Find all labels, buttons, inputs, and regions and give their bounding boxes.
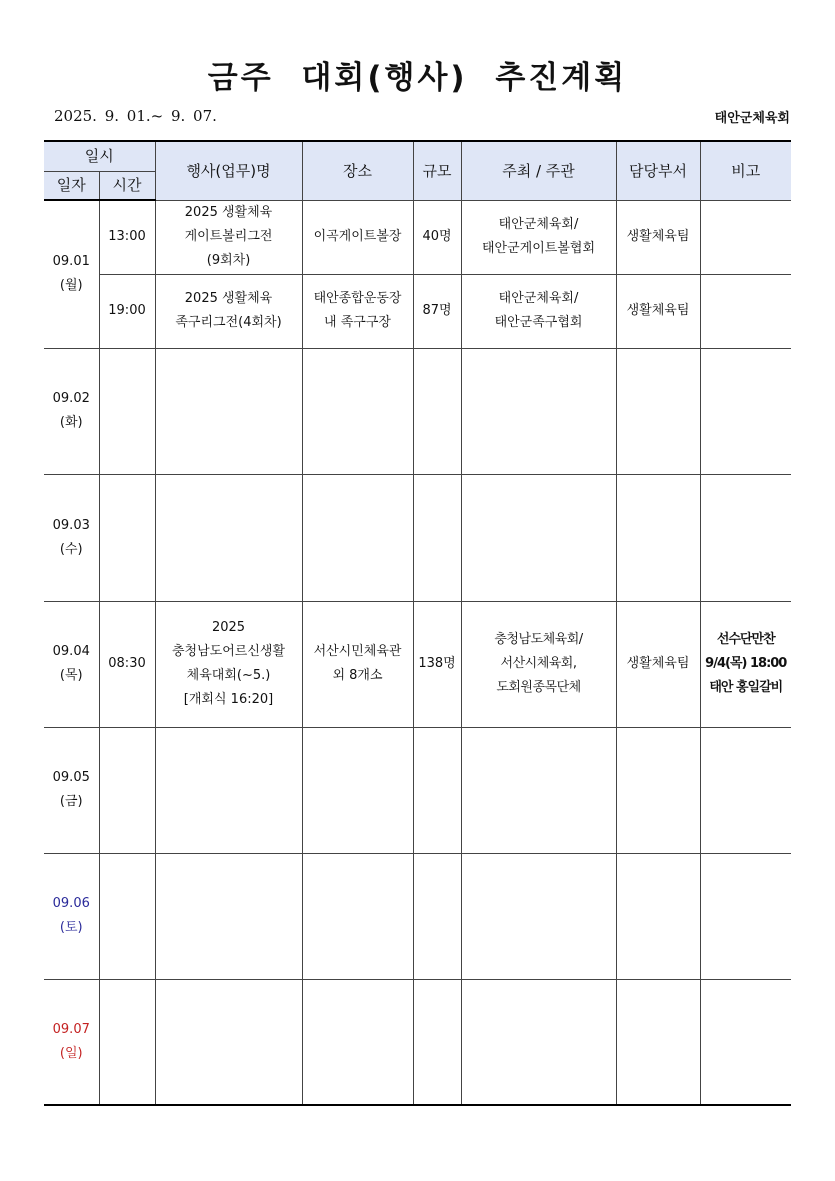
note-cell: 선수단만찬 9/4(목) 18:00 태안 홍일갈비 — [700, 601, 791, 727]
table-row — [44, 727, 791, 853]
header-date: 일자 — [44, 171, 99, 200]
table-row — [44, 601, 791, 727]
date-label: 09.03 — [52, 517, 90, 533]
date-cell — [44, 853, 99, 979]
weekday-label: (목) — [59, 668, 83, 683]
weekday-label: (화) — [59, 415, 83, 430]
scale-cell: 40명 — [413, 200, 461, 274]
organization-name: 태안군체육회 — [714, 111, 790, 126]
host-cell: 태안군체육회/ 태안군족구협회 — [461, 274, 616, 348]
note-cell — [700, 274, 791, 348]
header-place: 장소 — [302, 141, 413, 200]
time-cell: 19:00 — [99, 274, 155, 348]
date-label: 09.07 — [52, 1021, 90, 1037]
header-scale: 규모 — [413, 141, 461, 200]
date-cell — [44, 200, 99, 348]
date-label: 09.06 — [52, 896, 90, 911]
date-label: 09.02 — [52, 391, 90, 406]
scale-cell: 87명 — [413, 274, 461, 348]
table-row — [44, 474, 791, 601]
table-row — [44, 274, 791, 348]
scale-cell: 138명 — [413, 601, 461, 727]
dept-cell: 생활체육팀 — [616, 274, 700, 348]
page-title: 금주 대회(행사) 추진계획 — [207, 60, 628, 96]
place-cell: 태안종합운동장 내 족구구장 — [302, 274, 413, 348]
host-cell: 충청남도체육회/ 서산시체육회, 도회원종목단체 — [461, 601, 616, 727]
period-range: 2025. 9. 01.~ 9. 07. — [54, 107, 217, 125]
weekday-label: (월) — [59, 278, 83, 294]
date-label: 09.04 — [52, 644, 90, 659]
time-cell: 08:30 — [99, 601, 155, 727]
event-name-cell: 2025 생활체육 족구리그전(4회차) — [155, 274, 302, 348]
header-datetime: 일시 — [44, 141, 155, 171]
date-label: 09.01 — [52, 254, 90, 270]
header-event: 행사(업무)명 — [155, 141, 302, 200]
weekday-label: (토) — [59, 920, 83, 935]
table-row — [44, 979, 791, 1105]
place-cell: 이곡게이트볼장 — [302, 200, 413, 274]
table-row — [44, 348, 791, 474]
note-cell — [700, 200, 791, 274]
event-name-cell: 2025 충청남도어르신생활 체육대회(~5.) [개회식 16:20] — [155, 601, 302, 727]
date-cell — [44, 348, 99, 474]
event-name-cell: 2025 생활체육 게이트볼리그전 (9회차) — [155, 200, 302, 274]
table-row — [44, 200, 791, 274]
date-cell — [44, 474, 99, 601]
date-cell — [44, 601, 99, 727]
date-cell — [44, 727, 99, 853]
dept-cell: 생활체육팀 — [616, 200, 700, 274]
dept-cell: 생활체육팀 — [616, 601, 700, 727]
header-host: 주최 / 주관 — [461, 141, 616, 200]
weekday-label: (금) — [59, 794, 83, 809]
schedule-table — [44, 140, 791, 1106]
host-cell: 태안군체육회/ 태안군게이트볼협회 — [461, 200, 616, 274]
header-time: 시간 — [99, 171, 155, 200]
weekday-label: (수) — [59, 541, 83, 557]
header-note: 비고 — [700, 141, 791, 200]
table-row — [44, 853, 791, 979]
date-cell — [44, 979, 99, 1105]
header-dept: 담당부서 — [616, 141, 700, 200]
place-cell: 서산시민체육관 외 8개소 — [302, 601, 413, 727]
date-label: 09.05 — [52, 770, 90, 785]
time-cell: 13:00 — [99, 200, 155, 274]
weekday-label: (일) — [59, 1045, 83, 1061]
